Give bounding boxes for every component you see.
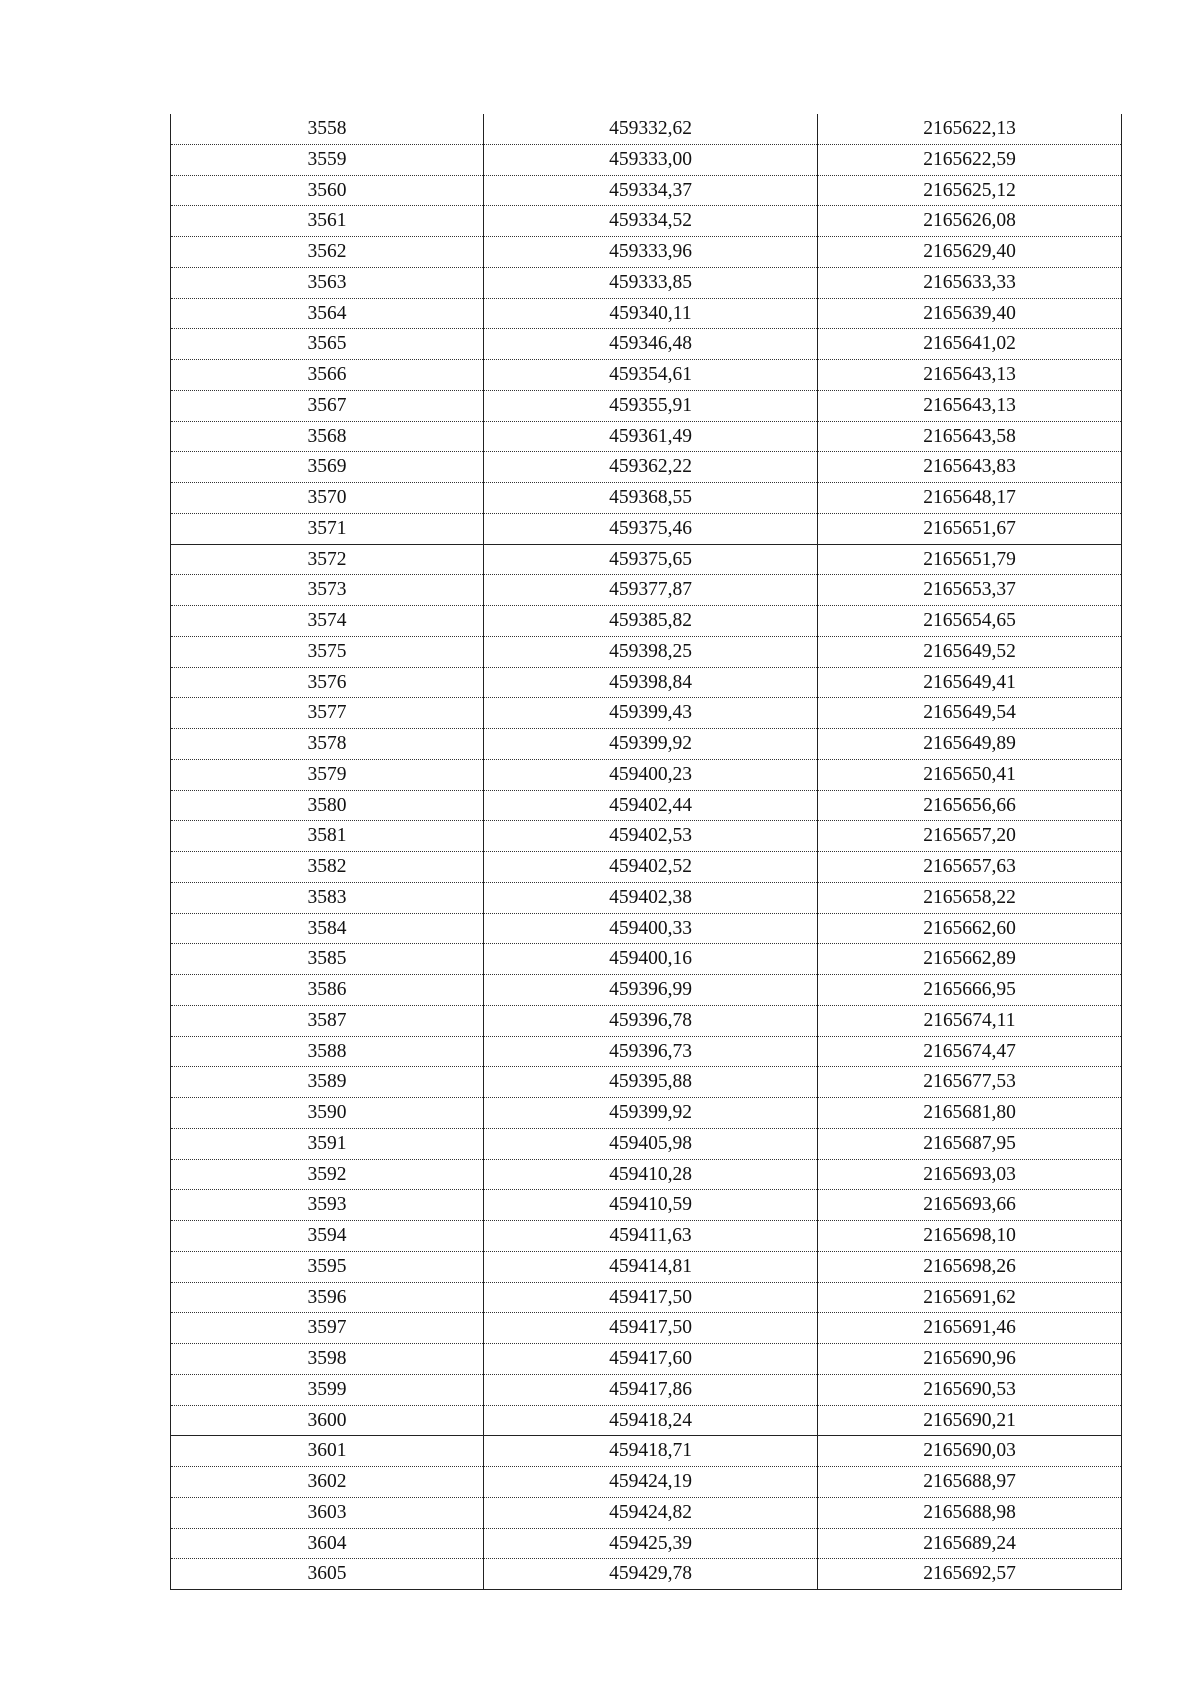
point-number-cell: 3567 — [171, 390, 484, 421]
x-coordinate-cell: 459355,91 — [484, 390, 818, 421]
y-coordinate-cell: 2165674,47 — [818, 1036, 1122, 1067]
x-coordinate-cell: 459333,85 — [484, 267, 818, 298]
table-row — [171, 329, 1122, 360]
point-number-cell: 3570 — [171, 483, 484, 514]
table-row — [171, 175, 1122, 206]
point-number-cell: 3560 — [171, 175, 484, 206]
table-row — [171, 667, 1122, 698]
x-coordinate-cell: 459332,62 — [484, 114, 818, 144]
y-coordinate-cell: 2165662,89 — [818, 944, 1122, 975]
point-number-cell: 3563 — [171, 267, 484, 298]
y-coordinate-cell: 2165643,13 — [818, 390, 1122, 421]
table-row — [171, 1497, 1122, 1528]
x-coordinate-cell: 459400,33 — [484, 913, 818, 944]
x-coordinate-cell: 459334,37 — [484, 175, 818, 206]
coordinates-table — [170, 114, 1122, 1590]
y-coordinate-cell: 2165629,40 — [818, 237, 1122, 268]
y-coordinate-cell: 2165693,03 — [818, 1159, 1122, 1190]
table-row — [171, 513, 1122, 544]
y-coordinate-cell: 2165649,41 — [818, 667, 1122, 698]
x-coordinate-cell: 459377,87 — [484, 575, 818, 606]
x-coordinate-cell: 459402,38 — [484, 882, 818, 913]
x-coordinate-cell: 459402,44 — [484, 790, 818, 821]
point-number-cell: 3597 — [171, 1313, 484, 1344]
table-row — [171, 483, 1122, 514]
y-coordinate-cell: 2165649,54 — [818, 698, 1122, 729]
x-coordinate-cell: 459398,84 — [484, 667, 818, 698]
y-coordinate-cell: 2165656,66 — [818, 790, 1122, 821]
x-coordinate-cell: 459410,28 — [484, 1159, 818, 1190]
point-number-cell: 3573 — [171, 575, 484, 606]
y-coordinate-cell: 2165657,20 — [818, 821, 1122, 852]
x-coordinate-cell: 459340,11 — [484, 298, 818, 329]
table-row — [171, 1159, 1122, 1190]
point-number-cell: 3580 — [171, 790, 484, 821]
table-row — [171, 206, 1122, 237]
y-coordinate-cell: 2165643,83 — [818, 452, 1122, 483]
y-coordinate-cell: 2165643,13 — [818, 360, 1122, 391]
x-coordinate-cell: 459417,50 — [484, 1313, 818, 1344]
point-number-cell: 3604 — [171, 1528, 484, 1559]
table-row — [171, 821, 1122, 852]
y-coordinate-cell: 2165653,37 — [818, 575, 1122, 606]
table-row — [171, 1190, 1122, 1221]
y-coordinate-cell: 2165691,62 — [818, 1282, 1122, 1313]
point-number-cell: 3565 — [171, 329, 484, 360]
table-row — [171, 882, 1122, 913]
y-coordinate-cell: 2165658,22 — [818, 882, 1122, 913]
x-coordinate-cell: 459368,55 — [484, 483, 818, 514]
y-coordinate-cell: 2165698,10 — [818, 1221, 1122, 1252]
point-number-cell: 3571 — [171, 513, 484, 544]
x-coordinate-cell: 459418,24 — [484, 1405, 818, 1436]
table-row — [171, 1282, 1122, 1313]
table-row — [171, 1067, 1122, 1098]
y-coordinate-cell: 2165688,97 — [818, 1467, 1122, 1498]
x-coordinate-cell: 459414,81 — [484, 1251, 818, 1282]
table-row — [171, 575, 1122, 606]
y-coordinate-cell: 2165639,40 — [818, 298, 1122, 329]
point-number-cell: 3577 — [171, 698, 484, 729]
y-coordinate-cell: 2165689,24 — [818, 1528, 1122, 1559]
table-row — [171, 1128, 1122, 1159]
y-coordinate-cell: 2165690,53 — [818, 1374, 1122, 1405]
table-row — [171, 759, 1122, 790]
point-number-cell: 3576 — [171, 667, 484, 698]
point-number-cell: 3602 — [171, 1467, 484, 1498]
x-coordinate-cell: 459375,65 — [484, 544, 818, 575]
y-coordinate-cell: 2165648,17 — [818, 483, 1122, 514]
table-row — [171, 267, 1122, 298]
point-number-cell: 3582 — [171, 852, 484, 883]
y-coordinate-cell: 2165622,59 — [818, 144, 1122, 175]
x-coordinate-cell: 459402,52 — [484, 852, 818, 883]
point-number-cell: 3566 — [171, 360, 484, 391]
point-number-cell: 3590 — [171, 1098, 484, 1129]
x-coordinate-cell: 459362,22 — [484, 452, 818, 483]
table-row — [171, 1036, 1122, 1067]
x-coordinate-cell: 459396,99 — [484, 975, 818, 1006]
point-number-cell: 3583 — [171, 882, 484, 913]
y-coordinate-cell: 2165657,63 — [818, 852, 1122, 883]
point-number-cell: 3596 — [171, 1282, 484, 1313]
x-coordinate-cell: 459334,52 — [484, 206, 818, 237]
table-row — [171, 1098, 1122, 1129]
table-row — [171, 913, 1122, 944]
y-coordinate-cell: 2165651,67 — [818, 513, 1122, 544]
point-number-cell: 3575 — [171, 636, 484, 667]
table-row — [171, 237, 1122, 268]
table-row — [171, 452, 1122, 483]
point-number-cell: 3574 — [171, 606, 484, 637]
x-coordinate-cell: 459424,19 — [484, 1467, 818, 1498]
point-number-cell: 3561 — [171, 206, 484, 237]
y-coordinate-cell: 2165692,57 — [818, 1559, 1122, 1590]
y-coordinate-cell: 2165625,12 — [818, 175, 1122, 206]
y-coordinate-cell: 2165690,21 — [818, 1405, 1122, 1436]
y-coordinate-cell: 2165681,80 — [818, 1098, 1122, 1129]
point-number-cell: 3599 — [171, 1374, 484, 1405]
table-row — [171, 729, 1122, 760]
table-row — [171, 1528, 1122, 1559]
point-number-cell: 3592 — [171, 1159, 484, 1190]
point-number-cell: 3579 — [171, 759, 484, 790]
x-coordinate-cell: 459361,49 — [484, 421, 818, 452]
x-coordinate-cell: 459418,71 — [484, 1436, 818, 1467]
coordinates-table-body — [171, 114, 1122, 1590]
point-number-cell: 3598 — [171, 1344, 484, 1375]
x-coordinate-cell: 459375,46 — [484, 513, 818, 544]
point-number-cell: 3591 — [171, 1128, 484, 1159]
table-row — [171, 1344, 1122, 1375]
table-row — [171, 1559, 1122, 1590]
point-number-cell: 3578 — [171, 729, 484, 760]
table-row — [171, 1436, 1122, 1467]
x-coordinate-cell: 459424,82 — [484, 1497, 818, 1528]
x-coordinate-cell: 459402,53 — [484, 821, 818, 852]
x-coordinate-cell: 459400,16 — [484, 944, 818, 975]
x-coordinate-cell: 459399,43 — [484, 698, 818, 729]
y-coordinate-cell: 2165626,08 — [818, 206, 1122, 237]
point-number-cell: 3564 — [171, 298, 484, 329]
table-row — [171, 544, 1122, 575]
y-coordinate-cell: 2165662,60 — [818, 913, 1122, 944]
table-row — [171, 1405, 1122, 1436]
point-number-cell: 3562 — [171, 237, 484, 268]
point-number-cell: 3600 — [171, 1405, 484, 1436]
x-coordinate-cell: 459396,73 — [484, 1036, 818, 1067]
x-coordinate-cell: 459411,63 — [484, 1221, 818, 1252]
x-coordinate-cell: 459346,48 — [484, 329, 818, 360]
point-number-cell: 3569 — [171, 452, 484, 483]
x-coordinate-cell: 459425,39 — [484, 1528, 818, 1559]
y-coordinate-cell: 2165690,96 — [818, 1344, 1122, 1375]
point-number-cell: 3588 — [171, 1036, 484, 1067]
table-row — [171, 1374, 1122, 1405]
y-coordinate-cell: 2165674,11 — [818, 1005, 1122, 1036]
x-coordinate-cell: 459400,23 — [484, 759, 818, 790]
point-number-cell: 3605 — [171, 1559, 484, 1590]
point-number-cell: 3584 — [171, 913, 484, 944]
point-number-cell: 3581 — [171, 821, 484, 852]
table-row — [171, 698, 1122, 729]
y-coordinate-cell: 2165649,52 — [818, 636, 1122, 667]
x-coordinate-cell: 459417,86 — [484, 1374, 818, 1405]
y-coordinate-cell: 2165691,46 — [818, 1313, 1122, 1344]
y-coordinate-cell: 2165687,95 — [818, 1128, 1122, 1159]
x-coordinate-cell: 459410,59 — [484, 1190, 818, 1221]
table-row — [171, 114, 1122, 144]
point-number-cell: 3589 — [171, 1067, 484, 1098]
x-coordinate-cell: 459399,92 — [484, 729, 818, 760]
x-coordinate-cell: 459399,92 — [484, 1098, 818, 1129]
y-coordinate-cell: 2165690,03 — [818, 1436, 1122, 1467]
table-row — [171, 1005, 1122, 1036]
y-coordinate-cell: 2165643,58 — [818, 421, 1122, 452]
point-number-cell: 3587 — [171, 1005, 484, 1036]
y-coordinate-cell: 2165654,65 — [818, 606, 1122, 637]
x-coordinate-cell: 459396,78 — [484, 1005, 818, 1036]
table-row — [171, 360, 1122, 391]
table-row — [171, 1221, 1122, 1252]
table-row — [171, 421, 1122, 452]
y-coordinate-cell: 2165649,89 — [818, 729, 1122, 760]
point-number-cell: 3595 — [171, 1251, 484, 1282]
x-coordinate-cell: 459405,98 — [484, 1128, 818, 1159]
x-coordinate-cell: 459398,25 — [484, 636, 818, 667]
table-row — [171, 852, 1122, 883]
y-coordinate-cell: 2165677,53 — [818, 1067, 1122, 1098]
table-row — [171, 606, 1122, 637]
point-number-cell: 3594 — [171, 1221, 484, 1252]
point-number-cell: 3586 — [171, 975, 484, 1006]
y-coordinate-cell: 2165688,98 — [818, 1497, 1122, 1528]
x-coordinate-cell: 459417,60 — [484, 1344, 818, 1375]
point-number-cell: 3601 — [171, 1436, 484, 1467]
table-row — [171, 636, 1122, 667]
table-row — [171, 1313, 1122, 1344]
y-coordinate-cell: 2165651,79 — [818, 544, 1122, 575]
point-number-cell: 3568 — [171, 421, 484, 452]
y-coordinate-cell: 2165622,13 — [818, 114, 1122, 144]
point-number-cell: 3572 — [171, 544, 484, 575]
point-number-cell: 3558 — [171, 114, 484, 144]
x-coordinate-cell: 459354,61 — [484, 360, 818, 391]
y-coordinate-cell: 2165693,66 — [818, 1190, 1122, 1221]
point-number-cell: 3603 — [171, 1497, 484, 1528]
y-coordinate-cell: 2165641,02 — [818, 329, 1122, 360]
point-number-cell: 3559 — [171, 144, 484, 175]
point-number-cell: 3593 — [171, 1190, 484, 1221]
y-coordinate-cell: 2165650,41 — [818, 759, 1122, 790]
y-coordinate-cell: 2165666,95 — [818, 975, 1122, 1006]
x-coordinate-cell: 459395,88 — [484, 1067, 818, 1098]
table-row — [171, 944, 1122, 975]
table-row — [171, 144, 1122, 175]
table-row — [171, 298, 1122, 329]
table-row — [171, 975, 1122, 1006]
x-coordinate-cell: 459333,96 — [484, 237, 818, 268]
table-row — [171, 1467, 1122, 1498]
x-coordinate-cell: 459333,00 — [484, 144, 818, 175]
y-coordinate-cell: 2165633,33 — [818, 267, 1122, 298]
x-coordinate-cell: 459429,78 — [484, 1559, 818, 1590]
table-row — [171, 1251, 1122, 1282]
table-row — [171, 390, 1122, 421]
x-coordinate-cell: 459385,82 — [484, 606, 818, 637]
x-coordinate-cell: 459417,50 — [484, 1282, 818, 1313]
table-row — [171, 790, 1122, 821]
point-number-cell: 3585 — [171, 944, 484, 975]
y-coordinate-cell: 2165698,26 — [818, 1251, 1122, 1282]
